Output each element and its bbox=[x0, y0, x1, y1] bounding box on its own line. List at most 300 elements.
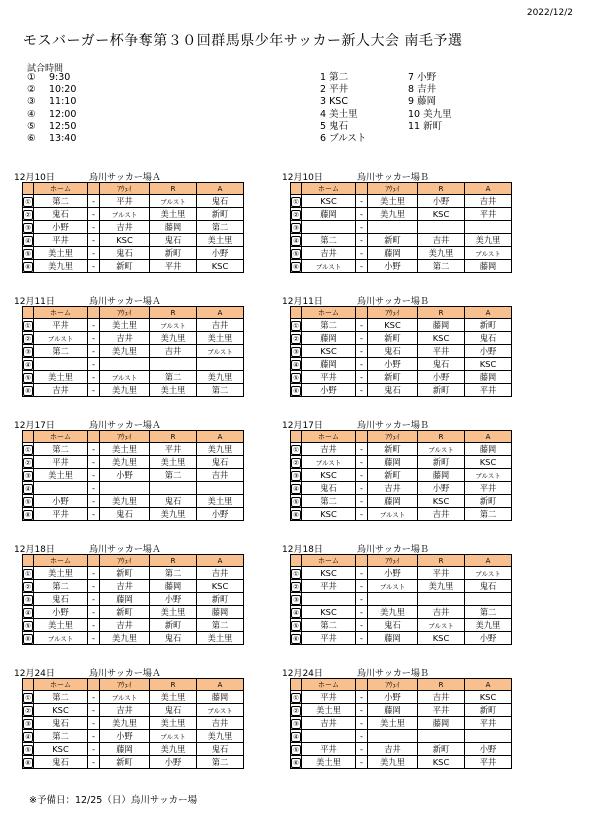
schedule-table bbox=[290, 306, 512, 397]
match-number: ② bbox=[23, 334, 33, 344]
schedule-block bbox=[282, 542, 539, 645]
match-number-cell bbox=[291, 443, 302, 456]
schedule-block bbox=[14, 170, 271, 273]
match-number-cell bbox=[291, 632, 302, 645]
match-number: ⑤ bbox=[291, 249, 301, 259]
away-team-cell: ブルスト bbox=[100, 208, 150, 221]
header-assistant: A bbox=[465, 183, 512, 195]
team-row bbox=[320, 121, 452, 133]
home-team-cell: 第二 bbox=[302, 495, 356, 508]
assistant-cell: 平井 bbox=[465, 208, 512, 221]
match-number-cell bbox=[291, 358, 302, 371]
referee-cell: ブルスト bbox=[150, 195, 197, 208]
assistant-cell: 第二 bbox=[197, 221, 244, 234]
match-number: ④ bbox=[291, 608, 301, 618]
match-number-cell bbox=[291, 332, 302, 345]
table-row bbox=[291, 580, 512, 593]
home-team-cell: ブルスト bbox=[302, 456, 356, 469]
separator-cell: - bbox=[88, 730, 100, 743]
referee-cell: 小野 bbox=[150, 593, 197, 606]
referee-cell: 第二 bbox=[150, 371, 197, 384]
match-number-cell bbox=[23, 234, 34, 247]
match-number: ① bbox=[23, 693, 33, 703]
assistant-cell: 美九里 bbox=[197, 730, 244, 743]
time-row bbox=[27, 84, 76, 96]
table-row bbox=[291, 593, 512, 606]
separator-cell: - bbox=[356, 730, 368, 743]
match-number-cell bbox=[23, 593, 34, 606]
block-header bbox=[14, 294, 271, 306]
team-row bbox=[320, 96, 452, 108]
block-date: 12月18日 bbox=[14, 545, 55, 555]
away-team-cell: 新町 bbox=[100, 260, 150, 273]
match-number: ② bbox=[291, 210, 301, 220]
separator-cell: - bbox=[356, 704, 368, 717]
team-entry: 10 美九里 bbox=[408, 108, 452, 120]
home-team-cell: 第二 bbox=[34, 345, 88, 358]
separator-cell: - bbox=[88, 632, 100, 645]
header-referee: R bbox=[150, 431, 197, 443]
header-referee: R bbox=[418, 307, 465, 319]
match-number: ⑥ bbox=[291, 262, 301, 272]
away-team-cell: 藤岡 bbox=[368, 456, 418, 469]
schedule-table bbox=[22, 678, 244, 769]
table-row bbox=[23, 221, 244, 234]
referee-cell: 第二 bbox=[150, 567, 197, 580]
table-row bbox=[23, 632, 244, 645]
away-team-cell: 藤岡 bbox=[368, 495, 418, 508]
referee-cell: KSC bbox=[418, 632, 465, 645]
home-team-cell: KSC bbox=[34, 704, 88, 717]
home-team-cell: 美土里 bbox=[34, 247, 88, 260]
assistant-cell bbox=[197, 358, 244, 371]
separator-cell: - bbox=[356, 384, 368, 397]
assistant-cell: 小野 bbox=[465, 632, 512, 645]
table-row bbox=[23, 443, 244, 456]
assistant-cell: ブルスト bbox=[465, 469, 512, 482]
match-number: ① bbox=[23, 321, 33, 331]
table-row bbox=[291, 221, 512, 234]
header-blank bbox=[23, 679, 34, 691]
table-row bbox=[23, 384, 244, 397]
schedule-table bbox=[22, 554, 244, 645]
away-team-cell: 美九里 bbox=[368, 606, 418, 619]
match-number-cell bbox=[291, 371, 302, 384]
referee-cell: KSC bbox=[418, 208, 465, 221]
assistant-cell: 美土里 bbox=[197, 234, 244, 247]
away-team-cell: ブルスト bbox=[100, 371, 150, 384]
away-team-cell: 新町 bbox=[368, 469, 418, 482]
away-team-cell: ブルスト bbox=[100, 691, 150, 704]
home-team-cell: 鬼石 bbox=[34, 593, 88, 606]
header-home: ホーム bbox=[34, 431, 88, 443]
time-row bbox=[27, 109, 76, 121]
away-team-cell: 美九里 bbox=[100, 632, 150, 645]
block-header bbox=[14, 170, 271, 182]
schedule-block bbox=[282, 170, 539, 273]
match-number: ③ bbox=[291, 471, 301, 481]
match-number: ⑥ bbox=[23, 262, 33, 272]
match-number: ⑤ bbox=[23, 745, 33, 755]
table-header-row bbox=[291, 555, 512, 567]
header-home: ホーム bbox=[34, 183, 88, 195]
match-number-cell bbox=[23, 482, 34, 495]
away-team-cell: 小野 bbox=[100, 469, 150, 482]
match-number: ⑤ bbox=[23, 497, 33, 507]
assistant-cell: 鬼石 bbox=[197, 743, 244, 756]
header-home: ホーム bbox=[34, 307, 88, 319]
match-number: ③ bbox=[23, 223, 33, 233]
away-team-cell: KSC bbox=[368, 319, 418, 332]
away-team-cell: 美九里 bbox=[100, 717, 150, 730]
match-number: ④ bbox=[23, 236, 33, 246]
match-number: ⑥ bbox=[23, 758, 33, 768]
assistant-cell: 第二 bbox=[465, 606, 512, 619]
table-header-row bbox=[23, 183, 244, 195]
match-number-cell bbox=[291, 319, 302, 332]
table-row bbox=[23, 606, 244, 619]
assistant-cell: 新町 bbox=[197, 208, 244, 221]
table-row bbox=[291, 508, 512, 521]
match-number: ① bbox=[291, 445, 301, 455]
referee-cell: 藤岡 bbox=[150, 580, 197, 593]
home-team-cell bbox=[302, 221, 356, 234]
home-team-cell: ブルスト bbox=[302, 260, 356, 273]
header-sep bbox=[88, 555, 100, 567]
header-referee: R bbox=[418, 183, 465, 195]
block-header bbox=[14, 666, 271, 678]
separator-cell: - bbox=[356, 221, 368, 234]
header-away: ｱｳｪｲ bbox=[368, 679, 418, 691]
separator-cell: - bbox=[88, 195, 100, 208]
assistant-cell: 美九里 bbox=[465, 619, 512, 632]
header-sep bbox=[356, 679, 368, 691]
separator-cell: - bbox=[88, 234, 100, 247]
match-number-cell bbox=[23, 730, 34, 743]
away-team-cell: 新町 bbox=[368, 443, 418, 456]
match-number-cell bbox=[291, 580, 302, 593]
home-team-cell: 美九里 bbox=[34, 260, 88, 273]
table-row bbox=[291, 743, 512, 756]
block-venue: 烏川サッカー場Ａ bbox=[89, 173, 161, 183]
match-number: ④ bbox=[23, 360, 33, 370]
home-team-cell: 平井 bbox=[302, 743, 356, 756]
separator-cell: - bbox=[88, 756, 100, 769]
time-number: ① bbox=[27, 72, 36, 83]
match-number-cell bbox=[23, 743, 34, 756]
referee-cell: 鬼石 bbox=[150, 632, 197, 645]
assistant-cell: 吉井 bbox=[197, 319, 244, 332]
separator-cell: - bbox=[88, 704, 100, 717]
match-number-cell bbox=[291, 221, 302, 234]
match-number-cell bbox=[291, 743, 302, 756]
home-team-cell: 鬼石 bbox=[34, 208, 88, 221]
match-number-cell bbox=[23, 345, 34, 358]
time-number: ③ bbox=[27, 96, 36, 108]
away-team-cell bbox=[368, 593, 418, 606]
times-heading: 試合時間 bbox=[27, 64, 64, 74]
separator-cell: - bbox=[356, 443, 368, 456]
home-team-cell: KSC bbox=[302, 508, 356, 521]
separator-cell: - bbox=[88, 443, 100, 456]
table-header-row bbox=[23, 431, 244, 443]
schedule-block bbox=[14, 294, 271, 397]
time-number: ② bbox=[27, 84, 36, 96]
header-blank bbox=[23, 307, 34, 319]
home-team-cell: 小野 bbox=[34, 495, 88, 508]
referee-cell: 美土里 bbox=[150, 606, 197, 619]
header-away: ｱｳｪｲ bbox=[368, 555, 418, 567]
header-blank bbox=[23, 183, 34, 195]
assistant-cell: KSC bbox=[197, 580, 244, 593]
assistant-cell: 藤岡 bbox=[465, 443, 512, 456]
header-away: ｱｳｪｲ bbox=[368, 183, 418, 195]
time-row bbox=[27, 121, 76, 133]
separator-cell: - bbox=[88, 469, 100, 482]
separator-cell: - bbox=[88, 717, 100, 730]
header-referee: R bbox=[150, 183, 197, 195]
team-row bbox=[320, 109, 452, 121]
referee-cell: 平井 bbox=[418, 567, 465, 580]
match-number: ④ bbox=[23, 484, 33, 494]
team-row bbox=[320, 133, 452, 145]
referee-cell: 藤岡 bbox=[418, 469, 465, 482]
assistant-cell: 藤岡 bbox=[197, 606, 244, 619]
match-number: ⑥ bbox=[23, 386, 33, 396]
header-referee: R bbox=[418, 679, 465, 691]
match-number: ③ bbox=[23, 347, 33, 357]
assistant-cell: 平井 bbox=[465, 384, 512, 397]
referee-cell: 美土里 bbox=[150, 456, 197, 469]
away-team-cell: 美土里 bbox=[100, 319, 150, 332]
referee-cell: 平井 bbox=[150, 260, 197, 273]
header-home: ホーム bbox=[34, 555, 88, 567]
separator-cell: - bbox=[88, 495, 100, 508]
header-assistant: A bbox=[465, 679, 512, 691]
away-team-cell: 吉井 bbox=[100, 332, 150, 345]
table-row bbox=[291, 756, 512, 769]
header-referee: R bbox=[418, 555, 465, 567]
match-number-cell bbox=[23, 704, 34, 717]
separator-cell: - bbox=[88, 358, 100, 371]
header-blank bbox=[291, 679, 302, 691]
team-entry: 2 平井 bbox=[320, 84, 349, 96]
table-row bbox=[23, 580, 244, 593]
referee-cell: 吉井 bbox=[418, 234, 465, 247]
assistant-cell: 第二 bbox=[197, 384, 244, 397]
referee-cell: 美九里 bbox=[418, 580, 465, 593]
home-team-cell: 鬼石 bbox=[34, 756, 88, 769]
schedule-block bbox=[14, 418, 271, 521]
separator-cell: - bbox=[88, 606, 100, 619]
away-team-cell: 小野 bbox=[368, 260, 418, 273]
home-team-cell: 美土里 bbox=[34, 371, 88, 384]
home-team-cell: 美土里 bbox=[34, 619, 88, 632]
assistant-cell: 平井 bbox=[465, 756, 512, 769]
match-number-cell bbox=[291, 495, 302, 508]
header-assistant: A bbox=[197, 307, 244, 319]
away-team-cell: 新町 bbox=[368, 371, 418, 384]
table-row bbox=[23, 456, 244, 469]
away-team-cell: 美九里 bbox=[368, 208, 418, 221]
header-sep bbox=[88, 183, 100, 195]
match-number-cell bbox=[23, 567, 34, 580]
header-assistant: A bbox=[197, 183, 244, 195]
match-number: ③ bbox=[23, 719, 33, 729]
header-away: ｱｳｪｲ bbox=[368, 307, 418, 319]
referee-cell: 吉井 bbox=[150, 345, 197, 358]
block-venue: 烏川サッカー場Ｂ bbox=[357, 297, 429, 307]
referee-cell: 新町 bbox=[150, 619, 197, 632]
home-team-cell: 第二 bbox=[34, 580, 88, 593]
match-number-cell bbox=[291, 456, 302, 469]
match-number: ③ bbox=[291, 223, 301, 233]
block-date: 12月11日 bbox=[282, 297, 323, 307]
match-number: ⑥ bbox=[291, 510, 301, 520]
match-times-list bbox=[27, 72, 76, 145]
time-value: 12:00 bbox=[49, 108, 77, 120]
table-row bbox=[291, 469, 512, 482]
away-team-cell bbox=[368, 730, 418, 743]
match-number: ① bbox=[23, 569, 33, 579]
block-header bbox=[14, 418, 271, 430]
match-number: ⑤ bbox=[23, 249, 33, 259]
header-blank bbox=[291, 555, 302, 567]
time-number: ④ bbox=[27, 108, 36, 120]
separator-cell: - bbox=[356, 358, 368, 371]
team-list bbox=[320, 72, 452, 145]
table-row bbox=[23, 508, 244, 521]
match-number-cell bbox=[291, 508, 302, 521]
block-header bbox=[282, 418, 539, 430]
separator-cell: - bbox=[356, 195, 368, 208]
separator-cell: - bbox=[88, 345, 100, 358]
match-number-cell bbox=[23, 619, 34, 632]
referee-cell: 鬼石 bbox=[150, 234, 197, 247]
assistant-cell: 鬼石 bbox=[465, 580, 512, 593]
block-date: 12月17日 bbox=[14, 421, 55, 431]
assistant-cell bbox=[465, 730, 512, 743]
time-row bbox=[27, 96, 76, 108]
away-team-cell: 美九里 bbox=[100, 345, 150, 358]
referee-cell: 美九里 bbox=[150, 508, 197, 521]
assistant-cell: ブルスト bbox=[197, 704, 244, 717]
assistant-cell: KSC bbox=[197, 260, 244, 273]
time-value: 13:40 bbox=[49, 133, 77, 145]
home-team-cell: 美土里 bbox=[302, 756, 356, 769]
away-team-cell: 平井 bbox=[100, 195, 150, 208]
team-entry: 11 新町 bbox=[408, 120, 443, 132]
match-number: ② bbox=[291, 334, 301, 344]
home-team-cell: KSC bbox=[302, 606, 356, 619]
referee-cell: 鬼石 bbox=[418, 358, 465, 371]
assistant-cell: 吉井 bbox=[197, 567, 244, 580]
match-number-cell bbox=[291, 691, 302, 704]
header-home: ホーム bbox=[302, 183, 356, 195]
header-away: ｱｳｪｲ bbox=[100, 679, 150, 691]
match-number-cell bbox=[291, 247, 302, 260]
block-header bbox=[14, 542, 271, 554]
table-row bbox=[23, 717, 244, 730]
assistant-cell: ブルスト bbox=[465, 567, 512, 580]
separator-cell: - bbox=[88, 384, 100, 397]
separator-cell: - bbox=[88, 619, 100, 632]
header-blank bbox=[291, 307, 302, 319]
away-team-cell: 美九里 bbox=[100, 495, 150, 508]
table-row bbox=[23, 691, 244, 704]
time-value: 12:50 bbox=[49, 120, 77, 132]
team-entry: 3 KSC bbox=[320, 96, 348, 108]
match-number-cell bbox=[291, 469, 302, 482]
match-number: ⑥ bbox=[291, 758, 301, 768]
match-number-cell bbox=[23, 247, 34, 260]
home-team-cell: 小野 bbox=[302, 384, 356, 397]
separator-cell: - bbox=[88, 456, 100, 469]
table-header-row bbox=[291, 183, 512, 195]
time-value: 9:30 bbox=[49, 72, 71, 83]
referee-cell: ブルスト bbox=[150, 319, 197, 332]
table-row bbox=[291, 260, 512, 273]
table-row bbox=[291, 443, 512, 456]
away-team-cell: 藤岡 bbox=[368, 247, 418, 260]
table-row bbox=[291, 704, 512, 717]
match-number-cell bbox=[23, 691, 34, 704]
table-row bbox=[291, 632, 512, 645]
referee-cell: 美九里 bbox=[418, 247, 465, 260]
match-number-cell bbox=[23, 756, 34, 769]
schedule-block bbox=[282, 418, 539, 521]
separator-cell: - bbox=[356, 319, 368, 332]
home-team-cell: 吉井 bbox=[302, 443, 356, 456]
assistant-cell: 藤岡 bbox=[465, 260, 512, 273]
away-team-cell: 藤岡 bbox=[368, 632, 418, 645]
match-number: ⑥ bbox=[23, 634, 33, 644]
table-row bbox=[23, 358, 244, 371]
home-team-cell: 平井 bbox=[302, 371, 356, 384]
away-team-cell: 藤岡 bbox=[100, 743, 150, 756]
referee-cell: 美土里 bbox=[150, 208, 197, 221]
home-team-cell: 藤岡 bbox=[302, 358, 356, 371]
home-team-cell bbox=[302, 593, 356, 606]
schedule-block bbox=[14, 542, 271, 645]
referee-cell: 吉井 bbox=[418, 691, 465, 704]
match-number-cell bbox=[291, 704, 302, 717]
referee-cell: 藤岡 bbox=[150, 221, 197, 234]
away-team-cell: 新町 bbox=[100, 567, 150, 580]
assistant-cell bbox=[465, 593, 512, 606]
separator-cell: - bbox=[88, 567, 100, 580]
match-number: ② bbox=[291, 706, 301, 716]
match-number: ③ bbox=[23, 471, 33, 481]
header-home: ホーム bbox=[302, 431, 356, 443]
home-team-cell: 吉井 bbox=[302, 717, 356, 730]
match-number: ② bbox=[23, 706, 33, 716]
home-team-cell: 平井 bbox=[302, 632, 356, 645]
header-sep bbox=[356, 555, 368, 567]
referee-cell: 美土里 bbox=[150, 691, 197, 704]
match-number-cell bbox=[23, 195, 34, 208]
separator-cell: - bbox=[356, 469, 368, 482]
away-team-cell: 吉井 bbox=[100, 704, 150, 717]
separator-cell: - bbox=[356, 247, 368, 260]
block-date: 12月11日 bbox=[14, 297, 55, 307]
match-number-cell bbox=[291, 606, 302, 619]
referee-cell: 美九里 bbox=[150, 332, 197, 345]
assistant-cell: 美九里 bbox=[197, 443, 244, 456]
home-team-cell bbox=[302, 730, 356, 743]
header-sep bbox=[356, 307, 368, 319]
assistant-cell: 鬼石 bbox=[465, 332, 512, 345]
